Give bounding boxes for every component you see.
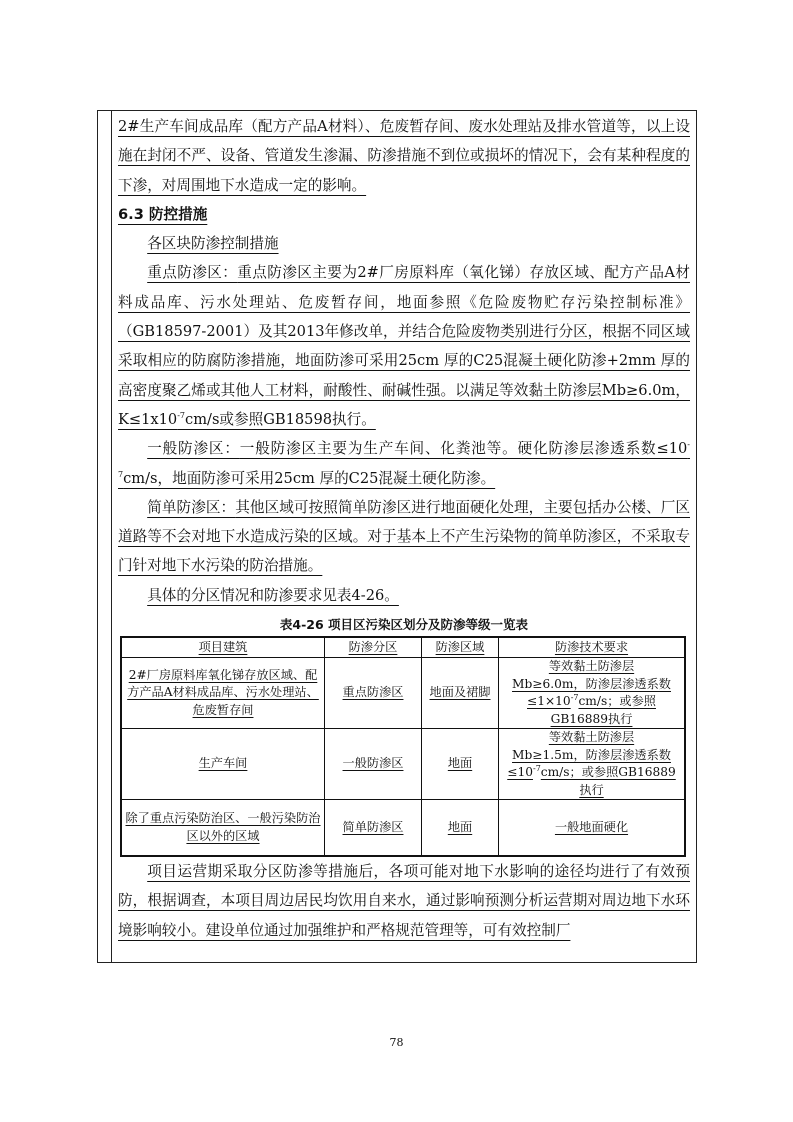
section-heading: 6.3 防控措施 <box>118 205 208 223</box>
closing-paragraph: 项目运营期采取分区防渗等措施后，各项可能对地下水影响的途径均进行了有效预防，根据调查，本项目周边居民均饮用自来水，通过影响预测分析运营期对周边地下水环境影响较小。建设单位通过加强维护和严格规范管理等，可有效控制厂 <box>118 863 690 939</box>
simple-zone-paragraph <box>118 493 690 581</box>
key-zone-tail: cm/s或参照GB18598执行。 <box>185 410 376 428</box>
table-row <box>121 658 685 729</box>
cell-requirement: 等效黏土防渗层 Mb≥1.5m，防渗层渗透系数$\le 10^{-7}cm/s$；或参照GB16889执行 <box>499 729 686 800</box>
cell-requirement: 一般地面硬化 <box>499 800 686 857</box>
req-exponent: -7 <box>532 763 541 773</box>
cell-building: 生产车间 <box>121 729 325 800</box>
cell-area: 地面及裙脚 <box>422 658 499 729</box>
cell-zone: 重点防渗区 <box>325 658 422 729</box>
key-zone-label: 重点防渗区： <box>147 264 238 282</box>
cell-requirement: 等效黏土防渗层 Mb≥6.0m，防渗层渗透系数$\le 1\times 10^{-7}cm/s$；或参照GB16889执行 <box>499 658 686 729</box>
table-header-row <box>121 637 685 658</box>
cell-building: 除了重点污染防治区、一般污染防治区以外的区域 <box>121 800 325 857</box>
general-zone-exponent: -7 <box>118 440 690 479</box>
header-area: 防渗区域 <box>422 637 499 658</box>
general-zone-text: 一般防渗区主要为生产车间、化粪池等。硬化防渗层渗透系数≤10 <box>239 440 688 458</box>
general-zone-label: 一般防渗区： <box>147 440 240 458</box>
general-zone-paragraph <box>118 434 690 493</box>
cell-building: 2#厂房原料库氧化锑存放区域、配方产品A材料成品库、污水处理站、危废暂存间 <box>121 658 325 729</box>
req-exponent: -7 <box>570 692 579 702</box>
header-requirement: 防渗技术要求 <box>499 637 686 658</box>
table-row <box>121 800 685 857</box>
cell-area: 地面 <box>422 729 499 800</box>
simple-zone-text: 其他区域可按照简单防渗区进行地面硬化处理，主要包括办公楼、厂区道路等不会对地下水造成污染的区域。对于基本上不产生污染物的简单防渗区，不采取专门针对地下水污染的防治措施。 <box>118 498 690 575</box>
header-zone: 防渗分区 <box>325 637 422 658</box>
key-zone-paragraph <box>118 258 690 434</box>
cell-area: 地面 <box>422 800 499 857</box>
cell-zone: 简单防渗区 <box>325 800 422 857</box>
page-number: 78 <box>389 1036 404 1049</box>
table-reference: 具体的分区情况和防渗要求见表4-26。 <box>147 586 399 604</box>
zone-table <box>120 636 686 857</box>
key-zone-exponent: -7 <box>177 411 186 421</box>
simple-zone-label: 简单防渗区： <box>147 498 236 516</box>
table-row <box>121 729 685 800</box>
frame-left-divider <box>111 110 112 963</box>
general-zone-tail: cm/s，地面防渗可采用25cm 厚的C25混凝土硬化防渗。 <box>123 469 496 487</box>
document-body <box>118 112 690 945</box>
sub-heading: 各区块防渗控制措施 <box>147 235 279 253</box>
table-caption: 表4-26 项目区污染区划分及防渗等级一览表 <box>279 617 529 633</box>
paragraph-continuation: 2#生产车间成品库（配方产品A材料）、危废暂存间、废水处理站及排水管道等，以上设施在封闭不严、设备、管道发生渗漏、防渗措施不到位或损坏的情况下，会有某种程度的下渗，对周围地下水造成一定的影响。 <box>118 118 690 194</box>
key-zone-text: 重点防渗区主要为2#厂房原料库（氧化锑）存放区域、配方产品A材料成品库、污水处理站、危废暂存间，地面参照《危险废物贮存污染控制标准》（GB18597-2001）及其2013年修改单，并结合危险废物类别进行分区，根据不同区域采取相应的防腐防渗措施，地面防渗可采用25cm 厚的C25混凝土硬化防渗+2mm 厚的高密度聚乙烯或其他人工材料，耐酸性、耐碱性强。以满足等效黏土防渗层Mb≥6.0m，K≤1x10 <box>118 264 690 428</box>
cell-zone: 一般防渗区 <box>325 729 422 800</box>
header-building: 项目建筑 <box>121 637 325 658</box>
